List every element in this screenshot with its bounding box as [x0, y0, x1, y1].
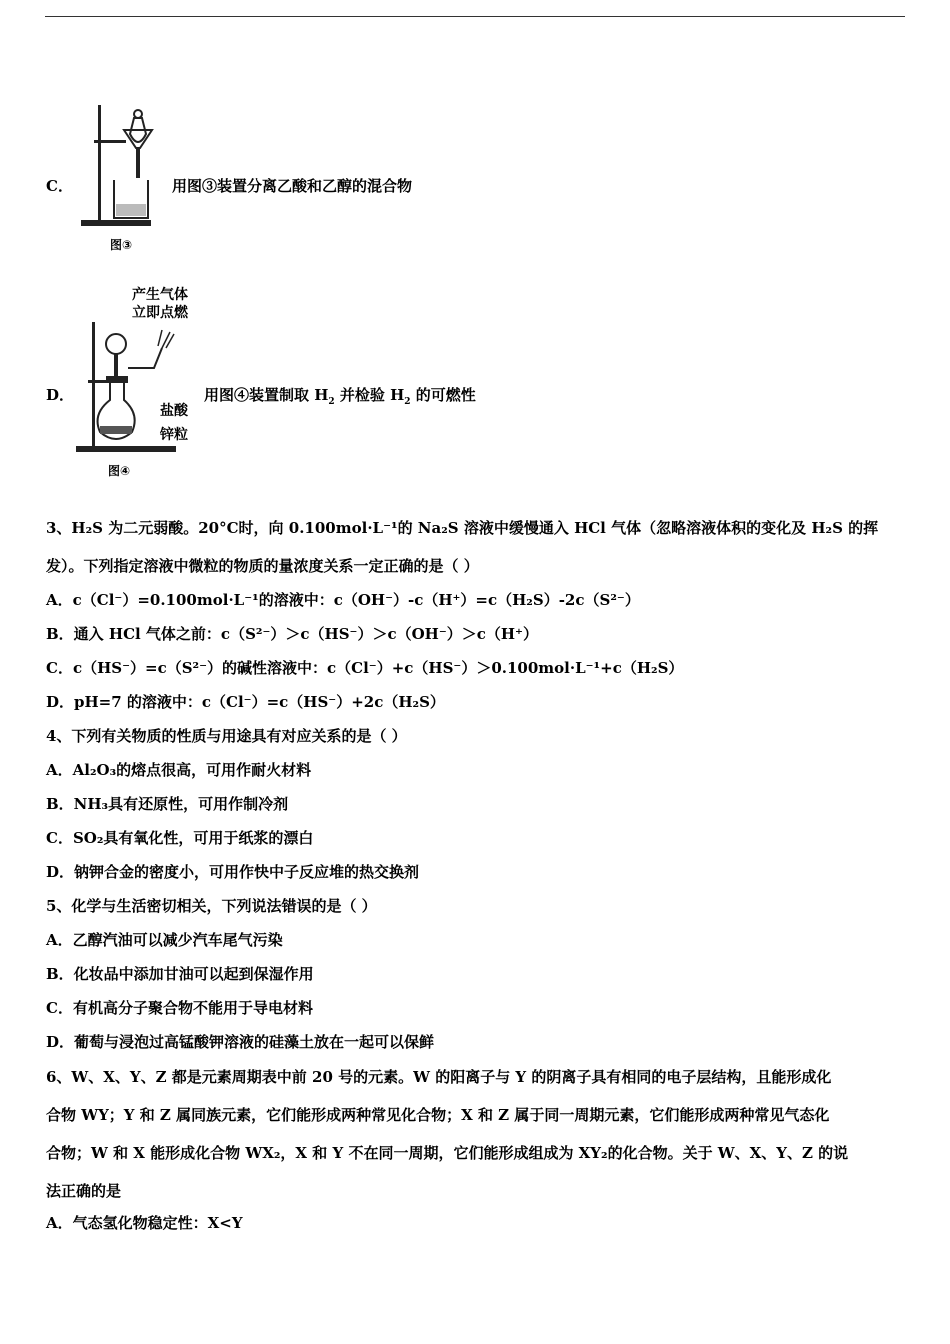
q4-option-c: C．SO₂具有氧化性，可用于纸浆的漂白: [46, 829, 314, 847]
q2-option-c-label: C．: [46, 177, 73, 195]
q6-option-a: A．气态氢化物稳定性：X<Y: [46, 1214, 243, 1232]
q4-option-d: D．钠钾合金的密度小，可用作快中子反应堆的热交换剂: [46, 863, 420, 881]
q2-option-d-text: 用图④装置制取 $H_2$ 并检验 $H_2$ 的可燃性: [204, 386, 476, 407]
q4-stem: 4、下列有关物质的性质与用途具有对应关系的是（ ）: [46, 727, 407, 745]
q6-stem-line4: 法正确的是: [46, 1182, 122, 1200]
q5-option-d: D．葡萄与浸泡过高锰酸钾溶液的硅藻土放在一起可以保鲜: [46, 1033, 435, 1051]
q2-option-d-label: D．: [46, 386, 75, 404]
q3-stem-line2: 发）。下列指定溶液中微粒的物质的量浓度关系一定正确的是（ ）: [46, 557, 479, 575]
q3-stem-line1: 3、H₂S 为二元弱酸。20°C时，向 0.100mol·L⁻¹的 Na₂S 溶液中缓慢通入 HCl 气体（忽略溶液体积的变化及 H₂S 的挥: [46, 519, 879, 537]
q3-option-b: B．通入 HCl 气体之前：c（S²⁻）＞c（HS⁻）＞c（OH⁻）＞c（H⁺）: [46, 625, 538, 643]
q3-option-d: D．pH=7 的溶液中：c（Cl⁻）=c（HS⁻）+2c（H₂S）: [46, 693, 445, 711]
figure-label-acid: 盐酸: [160, 403, 188, 419]
q3-option-c: C．c（HS⁻）=c（S²⁻）的碱性溶液中：c（Cl⁻）+c（HS⁻）＞0.100mol·L⁻¹+c（H₂S）: [46, 659, 684, 677]
q5-option-c: C．有机高分子聚合物不能用于导电材料: [46, 999, 313, 1017]
q6-stem-line3: 合物；W 和 X 能形成化合物 WX₂，X 和 Y 不在同一周期，它们能形成组成为 XY₂的化合物。关于 W、X、Y、Z 的说: [46, 1144, 849, 1162]
figure-3-caption: 图③: [110, 238, 133, 252]
figure-label-gas: 产生气体: [132, 287, 188, 303]
q2-option-c-text: 用图③装置分离乙酸和乙醇的混合物: [172, 177, 413, 195]
separatory-funnel-figure: [76, 100, 156, 230]
q6-stem-line1: 6、W、X、Y、Z 都是元素周期表中前 20 号的元素。W 的阳离子与 Y 的阴离子具有相同的电子层结构，且能形成化: [46, 1068, 832, 1086]
q5-option-a: A．乙醇汽油可以减少汽车尾气污染: [46, 931, 283, 949]
q4-option-a: A．Al₂O₃的熔点很高，可用作耐火材料: [46, 761, 312, 779]
q5-option-b: B．化妆品中添加甘油可以起到保湿作用: [46, 965, 314, 983]
q6-stem-line2: 合物 WY；Y 和 Z 属同族元素，它们能形成两种常见化合物；X 和 Z 属于同一周期元素，它们能形成两种常见气态化: [46, 1106, 830, 1124]
figure-label-ignite: 立即点燃: [132, 305, 188, 321]
figure-4-caption: 图④: [108, 464, 131, 478]
header-rule: [45, 16, 905, 17]
q5-stem: 5、化学与生活密切相关，下列说法错误的是（ ）: [46, 897, 377, 915]
q3-option-a: A．c（Cl⁻）=0.100mol·L⁻¹的溶液中：c（OH⁻）-c（H⁺）=c（H₂S）-2c（S²⁻）: [46, 591, 640, 609]
q4-option-b: B．NH₃具有还原性，可用作制冷剂: [46, 795, 289, 813]
figure-label-zinc: 锌粒: [160, 427, 188, 443]
